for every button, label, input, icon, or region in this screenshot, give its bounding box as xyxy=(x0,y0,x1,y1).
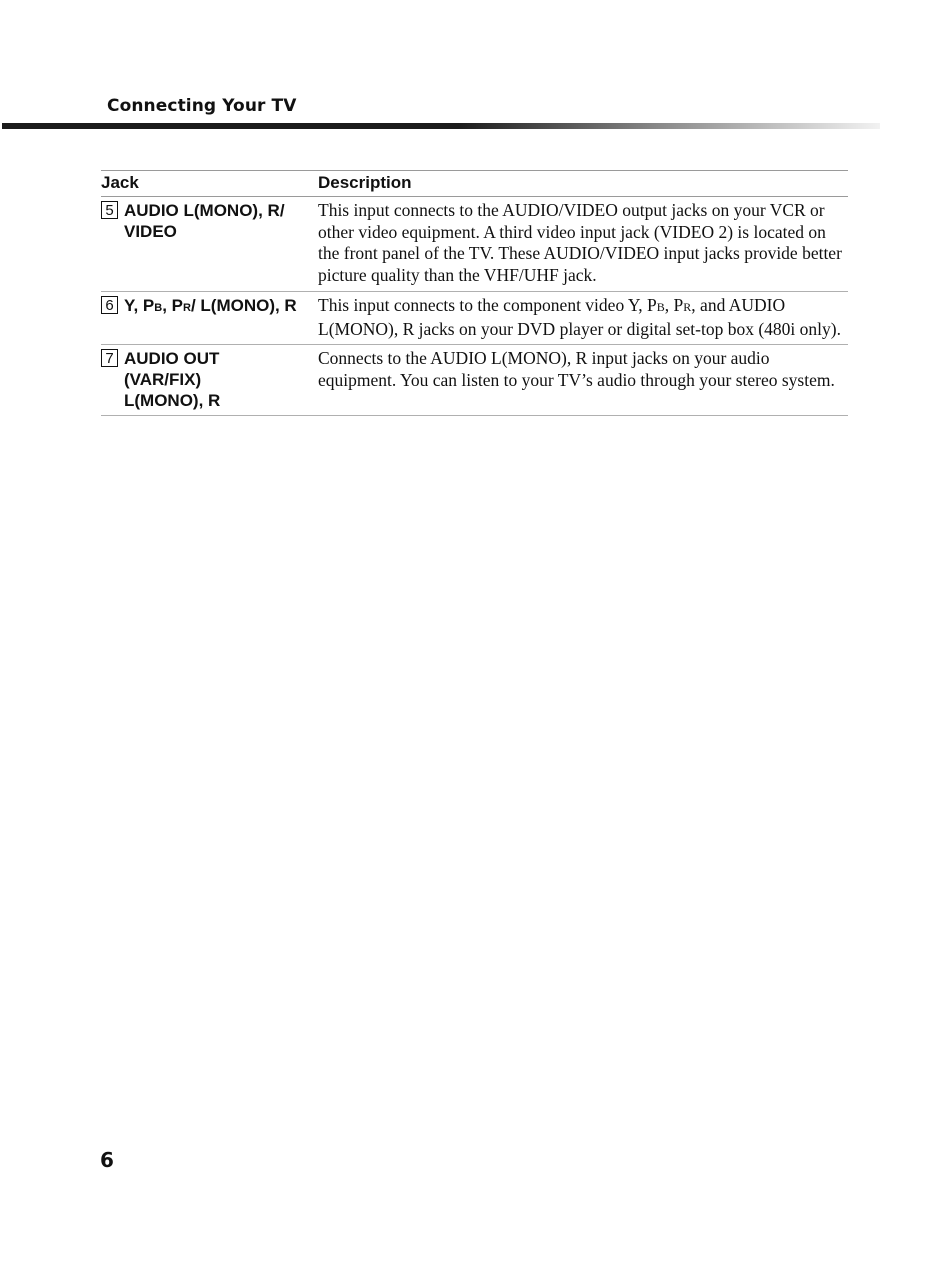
jack-name-part: Y, P xyxy=(124,295,155,315)
description-part: , and AUDIO L(MONO), R jacks on your DVD player or digital set-top box (480i only). xyxy=(318,294,841,339)
column-header-description: Description xyxy=(318,171,848,197)
jack-description: Connects to the AUDIO L(MONO), R input jacks on your audio equipment. You can listen to your TV’s audio through your stereo system. xyxy=(318,345,848,416)
jack-description: This input connects to the AUDIO/VIDEO output jacks on your VCR or other video equipment. A third video input jack (VIDEO 2) is located on the front panel of the TV. These AUDIO/VIDEO input jacks provide better picture quality than the VHF/UHF jack. xyxy=(318,197,848,292)
description-part: This input connects to the component video Y, P xyxy=(318,294,657,315)
jack-name-subscript: R xyxy=(183,301,191,314)
description-part: , P xyxy=(664,294,684,315)
column-header-jack: Jack xyxy=(101,171,318,197)
jack-name xyxy=(124,295,297,319)
section-header: Connecting Your TV xyxy=(107,96,297,116)
table-row xyxy=(101,291,848,344)
jack-name-line: (VAR/FIX) xyxy=(124,370,202,390)
jack-name-line: AUDIO OUT xyxy=(124,349,220,369)
jack-name-line: VIDEO xyxy=(124,222,177,241)
jack-cell xyxy=(101,291,318,344)
table-header-row xyxy=(101,171,848,197)
item-number-badge: 7 xyxy=(101,349,118,367)
jack-name-line: L(MONO), R xyxy=(124,391,221,411)
description-subscript: B xyxy=(656,299,665,314)
table-row xyxy=(101,345,848,416)
jack-name-line: AUDIO L(MONO), R/ xyxy=(124,201,285,220)
jack-name xyxy=(124,348,220,411)
jack-cell xyxy=(101,197,318,292)
jack-description xyxy=(318,291,848,344)
item-number-badge: 5 xyxy=(101,201,118,219)
jack-name-part: , P xyxy=(162,295,183,315)
page-number: 6 xyxy=(100,1148,114,1172)
item-number-badge: 6 xyxy=(101,296,118,314)
jack-name xyxy=(124,200,285,242)
header-rule xyxy=(2,123,880,129)
jack-table xyxy=(101,170,848,416)
table-row xyxy=(101,197,848,292)
description-subscript: R xyxy=(683,299,692,314)
jack-name-subscript: B xyxy=(154,301,163,314)
jack-name-part: / L(MONO), R xyxy=(190,295,297,315)
jack-cell xyxy=(101,345,318,416)
